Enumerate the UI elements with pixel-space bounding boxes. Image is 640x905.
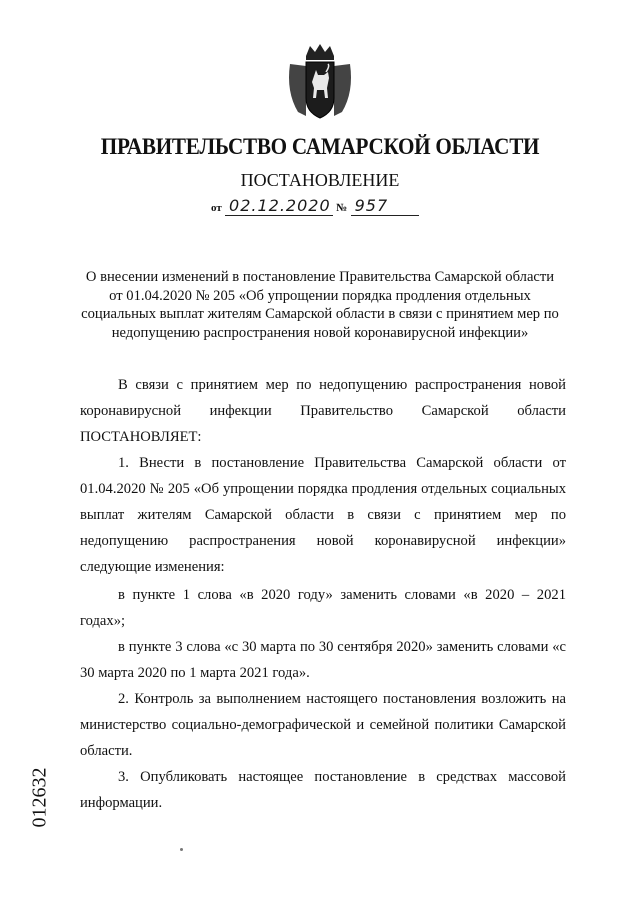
item-1a-paragraph: в пункте 1 слова «в 2020 году» заменить словами «в 2020 – 2021 годах»; [80, 587, 566, 629]
document-subject: О внесении изменений в постановление Правительства Самарской области от 01.04.2020 № 205 «Об упрощении порядка продления отдельных социальных выплат жителям Самарской области в связи с принятием мер по недопущению распространения новой коронавирусной инфекции» [81, 269, 559, 341]
government-title: ПРАВИТЕЛЬСТВО САМАРСКОЙ ОБЛАСТИ [100, 134, 540, 159]
serial-number [30, 766, 54, 830]
date-number-line [211, 196, 419, 216]
document-type: ПОСТАНОВЛЕНИЕ [240, 170, 400, 190]
number-label: № [336, 202, 348, 214]
date-label: от [211, 202, 222, 214]
coat-of-arms-icon [284, 42, 356, 120]
date-value: 02.12.2020 [225, 196, 333, 216]
item-2-paragraph: 2. Контроль за выполнением настоящего постановления возложить на министерство социально-демографической и семейной политики Самарской области. [80, 691, 566, 759]
number-value: 957 [351, 196, 419, 216]
scan-dot [180, 848, 183, 851]
item-1b-paragraph: в пункте 3 слова «с 30 марта по 30 сентября 2020» заменить словами «с 30 марта 2020 по 1 марта 2021 года». [80, 639, 566, 681]
item-3-paragraph: 3. Опубликовать настоящее постановление в средствах массовой информации. [80, 769, 566, 811]
item-1-paragraph: 1. Внести в постановление Правительства Самарской области от 01.04.2020 № 205 «Об упрощении порядка продления отдельных социальных выплат жителям Самарской области в связи с принятием мер по недопущению распространения новой коронавирусной инфекции» следующие изменения: [80, 455, 566, 575]
serial-number-text: 012632 [28, 767, 51, 828]
intro-paragraph: В связи с принятием мер по недопущению распространения новой коронавирусной инфекции Правительство Самарской области ПОСТАНОВЛЯЕТ: [80, 377, 566, 445]
